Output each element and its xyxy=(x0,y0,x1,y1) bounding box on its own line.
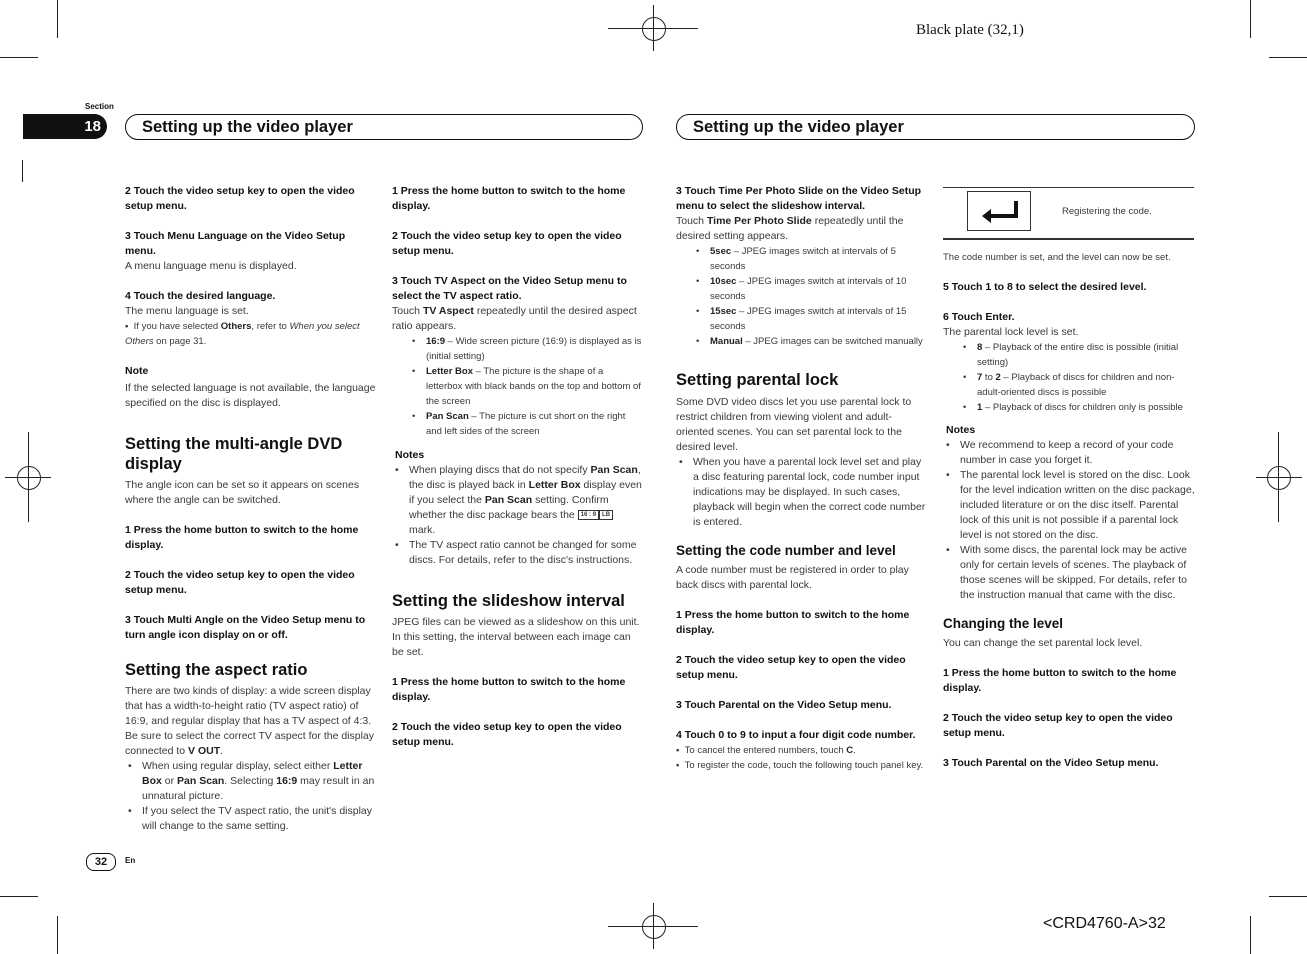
list-item: • If you select the TV aspect ratio, the unit's display will change to the same setting. xyxy=(125,804,377,834)
section-description: A code number must be registered in order to play back discs with parental lock. xyxy=(676,564,909,591)
list-item: • The TV aspect ratio cannot be changed for some discs. For details, refer to the disc's instructions. xyxy=(392,538,642,568)
list-item: • 16:9 – Wide screen picture (16:9) is displayed as is (initial setting) xyxy=(392,334,642,364)
column-3 xyxy=(676,184,928,773)
step-note: ▪ If you have selected Others, refer to When you select Others on page 31. xyxy=(125,321,360,347)
column-1 xyxy=(125,184,377,834)
note-heading: Note xyxy=(125,365,149,377)
register-caption: Registering the code. xyxy=(1062,206,1152,217)
list-item: • When playing discs that do not specify Pan Scan, the disc is played back in Letter Box display even if you select the Pan Scan setting. Confirm whether the disc package bears the 16 : 9 LB mark. xyxy=(392,463,642,538)
column-2 xyxy=(392,184,642,750)
notes-list xyxy=(676,455,928,530)
list-item: • Manual – JPEG images can be switched manually xyxy=(676,334,928,349)
note-text: If the selected language is not available, the language specified on the disc is displayed. xyxy=(125,382,376,409)
notes-list xyxy=(943,438,1195,603)
options-list xyxy=(676,244,928,349)
crop-mark xyxy=(57,916,58,954)
step-6: 6 Touch Enter. xyxy=(943,311,1015,323)
step-description: A menu language menu is displayed. xyxy=(125,260,297,272)
section-description: Some DVD video discs let you use parental lock to restrict children from viewing violent and adult-oriented scenes. You can set parental lock to the desired level. xyxy=(676,396,912,453)
list-item: • 15sec – JPEG images switch at intervals of 15 seconds xyxy=(676,304,928,334)
step-3: 3 Touch Parental on the Video Setup menu. xyxy=(676,699,892,711)
page-title-left: Setting up the video player xyxy=(125,114,643,140)
crop-mark xyxy=(0,896,38,897)
page-number: 32 xyxy=(86,853,116,871)
step-1: 1 Press the home button to switch to the home display. xyxy=(943,667,1177,694)
step-2: 2 Touch the video setup key to open the video setup menu. xyxy=(125,185,355,212)
list-item: • 10sec – JPEG images switch at intervals of 10 seconds xyxy=(676,274,928,304)
step-note: ▪ To register the code, touch the following touch panel key. xyxy=(676,760,924,771)
crop-mark xyxy=(1250,916,1251,954)
list-item: • 1 – Playback of discs for children only is possible xyxy=(943,400,1195,415)
crop-mark xyxy=(1269,57,1307,58)
document-code: <CRD4760-A>32 xyxy=(1043,915,1166,932)
aspect-16-9-icon: 16 : 9 xyxy=(578,510,599,520)
step-3: 3 Touch Menu Language on the Video Setup menu. xyxy=(125,230,346,257)
step-description: Touch TV Aspect repeatedly until the desired aspect ratio appears. xyxy=(392,305,637,332)
step-1: 1 Press the home button to switch to the home display. xyxy=(392,185,626,212)
list-item: • The parental lock level is stored on the disc. Look for the level indication written on the disc package, included literature or on the disc itself. Parental lock of this unit is not possible if a parental lock level is not stored on the disc. xyxy=(943,468,1195,543)
step-3: 3 Touch Multi Angle on the Video Setup menu to turn angle icon display on or off. xyxy=(125,614,366,641)
notes-list xyxy=(392,463,642,568)
list-item: • When you have a parental lock level set and play a disc featuring parental lock, code number input indications may be displayed. In such cases, playback will begin when the correct code number is entered. xyxy=(676,455,928,530)
language-label: En xyxy=(125,856,136,865)
section-description: JPEG files can be viewed as a slideshow on this unit. In this setting, the interval between each image can be set. xyxy=(392,616,640,658)
heading-parental-lock: Setting parental lock xyxy=(676,371,839,389)
crop-mark xyxy=(57,0,58,38)
letterbox-lb-icon: LB xyxy=(599,510,613,520)
step-note: ▪ To cancel the entered numbers, touch C. xyxy=(676,745,856,756)
notes-heading: Notes xyxy=(946,424,976,436)
step-2: 2 Touch the video setup key to open the video setup menu. xyxy=(125,569,355,596)
levels-list xyxy=(943,340,1195,415)
step-description: The parental lock level is set. xyxy=(943,326,1079,338)
step-1: 1 Press the home button to switch to the home display. xyxy=(125,524,359,551)
page-title-right: Setting up the video player xyxy=(676,114,1195,140)
notes-list xyxy=(125,759,377,834)
step-3: 3 Touch Parental on the Video Setup menu. xyxy=(943,757,1159,769)
list-item: • We recommend to keep a record of your code number in case you forget it. xyxy=(943,438,1195,468)
step-2: 2 Touch the video setup key to open the video setup menu. xyxy=(392,721,622,748)
list-item: • 8 – Playback of the entire disc is possible (initial setting) xyxy=(943,340,1195,370)
crop-mark xyxy=(22,160,23,182)
list-item: • When using regular display, select either Letter Box or Pan Scan. Selecting 16:9 may result in an unnatural picture. xyxy=(125,759,377,804)
crop-mark xyxy=(1250,0,1251,38)
step-2: 2 Touch the video setup key to open the video setup menu. xyxy=(676,654,906,681)
crop-mark xyxy=(0,57,38,58)
step-1: 1 Press the home button to switch to the home display. xyxy=(676,609,910,636)
register-code-table xyxy=(943,187,1194,240)
heading-slideshow: Setting the slideshow interval xyxy=(392,592,625,610)
list-item: • With some discs, the parental lock may be active only for certain levels of scenes. The playback of those scenes will be skipped. For details, refer to the instruction manual that came with the disc. xyxy=(943,543,1195,603)
options-list xyxy=(392,334,642,439)
enter-key-icon xyxy=(967,191,1031,231)
section-label: Section xyxy=(85,102,114,111)
notes-heading: Notes xyxy=(395,449,425,461)
heading-aspect-ratio: Setting the aspect ratio xyxy=(125,661,308,679)
step-2: 2 Touch the video setup key to open the video setup menu. xyxy=(392,230,622,257)
step-3: 3 Touch TV Aspect on the Video Setup menu to select the TV aspect ratio. xyxy=(392,275,627,302)
step-1: 1 Press the home button to switch to the home display. xyxy=(392,676,626,703)
column-4 xyxy=(943,250,1195,771)
step-4: 4 Touch the desired language. xyxy=(125,290,276,302)
step-description: The code number is set, and the level can now be set. xyxy=(943,252,1171,263)
list-item: • Letter Box – The picture is the shape of a letterbox with black bands on the top and bottom of the screen xyxy=(392,364,642,409)
step-3: 3 Touch Time Per Photo Slide on the Video Setup menu to select the slideshow interval. xyxy=(676,185,922,212)
section-description: You can change the set parental lock level. xyxy=(943,637,1143,649)
section-description: The angle icon can be set so it appears on scenes where the angle can be switched. xyxy=(125,479,360,506)
section-description: There are two kinds of display: a wide screen display that has a width-to-height ratio (TV aspect ratio) of 16:9, and regular display that has a TV aspect of 4:3. Be sure to select the correct TV aspect for the display connected to V OUT. xyxy=(125,685,375,757)
step-4: 4 Touch 0 to 9 to input a four digit code number. xyxy=(676,729,916,741)
step-description: Touch Time Per Photo Slide repeatedly until the desired setting appears. xyxy=(676,215,904,242)
step-5: 5 Touch 1 to 8 to select the desired level. xyxy=(943,281,1147,293)
heading-multi-angle: Setting the multi-angle DVD display xyxy=(125,435,343,473)
plate-label: Black plate (32,1) xyxy=(916,22,1024,38)
crop-mark xyxy=(1269,896,1307,897)
step-2: 2 Touch the video setup key to open the video setup menu. xyxy=(943,712,1173,739)
list-item: • Pan Scan – The picture is cut short on the right and left sides of the screen xyxy=(392,409,642,439)
step-description: The menu language is set. xyxy=(125,305,249,317)
heading-code-number: Setting the code number and level xyxy=(676,543,896,558)
heading-changing-level: Changing the level xyxy=(943,616,1064,631)
list-item: • 7 to 2 – Playback of discs for children and non-adult-oriented discs is possible xyxy=(943,370,1195,400)
list-item: • 5sec – JPEG images switch at intervals of 5 seconds xyxy=(676,244,928,274)
section-number: 18 xyxy=(23,114,107,139)
